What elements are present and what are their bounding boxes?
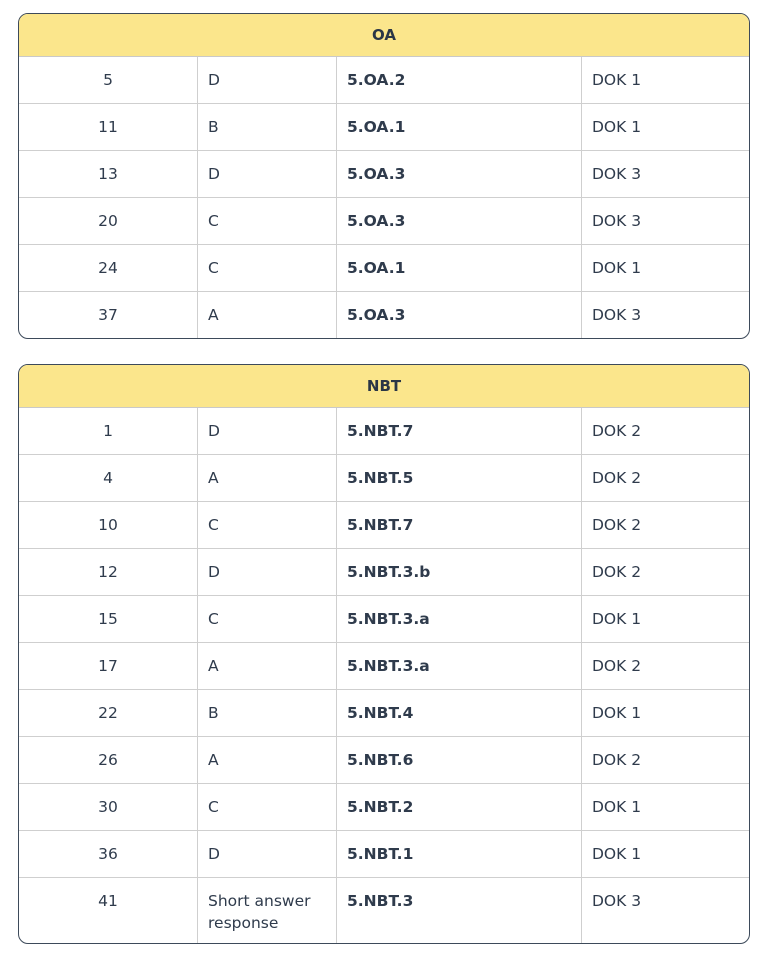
answer-cell: B [198,690,337,736]
item-number-cell: 22 [19,690,198,736]
item-number-cell: 20 [19,198,198,244]
oa-table [18,13,750,339]
dok-level-cell: DOK 2 [592,516,642,534]
item-number-cell: 37 [19,292,198,338]
nbt-table [18,364,750,944]
item-number-cell: 17 [19,643,198,689]
standard-cell: 5.OA.3 [337,292,582,338]
answer-cell: C [198,198,337,244]
table-row [19,831,749,878]
standard-cell: 5.OA.1 [337,245,582,291]
answer-cell: D [198,408,337,454]
item-number-cell: 11 [19,104,198,150]
dok-level-cell: DOK 1 [592,71,642,89]
table-row [19,57,749,104]
item-number-cell: 15 [19,596,198,642]
standard-cell: 5.NBT.6 [337,737,582,783]
answer-cell: D [198,549,337,595]
answer-cell: C [198,502,337,548]
answer-cell: C [198,784,337,830]
item-number-cell: 41 [19,878,198,943]
answer-cell: A [198,455,337,501]
standard-cell: 5.NBT.5 [337,455,582,501]
item-number-cell: 13 [19,151,198,197]
standard-cell: 5.NBT.3.a [337,643,582,689]
standard-cell: 5.NBT.1 [337,831,582,877]
dok-level-cell: DOK 3 [592,212,642,230]
dok-level-cell: DOK 1 [592,118,642,136]
standard-cell: 5.NBT.7 [337,502,582,548]
table-row [19,643,749,690]
standard-cell: 5.OA.3 [337,151,582,197]
item-number-cell: 4 [19,455,198,501]
table-row [19,549,749,596]
item-number-cell: 5 [19,57,198,103]
table-row [19,104,749,151]
dok-level-cell: DOK 2 [592,469,642,487]
table-row [19,292,749,338]
dok-level-cell: DOK 2 [592,563,642,581]
standard-cell: 5.OA.3 [337,198,582,244]
answer-cell: D [198,831,337,877]
answer-cell: Short answer response [198,878,337,943]
table-row [19,596,749,643]
standard-cell: 5.OA.1 [337,104,582,150]
item-number-cell: 30 [19,784,198,830]
item-number-cell: 26 [19,737,198,783]
standard-cell: 5.NBT.2 [337,784,582,830]
table-row [19,784,749,831]
table-row [19,151,749,198]
dok-level-cell: DOK 2 [592,751,642,769]
table-row [19,502,749,549]
table-row [19,737,749,784]
standard-cell: 5.NBT.3 [337,878,582,943]
answer-cell: A [198,737,337,783]
dok-level-cell: DOK 3 [592,892,642,910]
standard-cell: 5.NBT.3.a [337,596,582,642]
table-row [19,878,749,943]
table-row [19,690,749,737]
dok-level-cell: DOK 1 [592,704,642,722]
dok-level-cell: DOK 1 [592,845,642,863]
item-number-cell: 1 [19,408,198,454]
answer-cell: A [198,643,337,689]
item-number-cell: 24 [19,245,198,291]
dok-level-cell: DOK 3 [592,306,642,324]
table-row [19,408,749,455]
standard-cell: 5.NBT.7 [337,408,582,454]
answer-cell: D [198,151,337,197]
table-header: NBT [19,365,749,408]
dok-level-cell: DOK 1 [592,610,642,628]
item-number-cell: 36 [19,831,198,877]
dok-level-cell: DOK 1 [592,259,642,277]
dok-level-cell: DOK 2 [592,657,642,675]
standard-cell: 5.NBT.3.b [337,549,582,595]
dok-level-cell: DOK 1 [592,798,642,816]
answer-cell: A [198,292,337,338]
table-row [19,198,749,245]
table-header: OA [19,14,749,57]
answer-cell: C [198,596,337,642]
answer-cell: C [198,245,337,291]
table-row [19,455,749,502]
answer-cell: D [198,57,337,103]
answer-cell: B [198,104,337,150]
item-number-cell: 12 [19,549,198,595]
dok-level-cell: DOK 2 [592,422,642,440]
standard-cell: 5.NBT.4 [337,690,582,736]
item-number-cell: 10 [19,502,198,548]
dok-level-cell: DOK 3 [592,165,642,183]
table-row [19,245,749,292]
standard-cell: 5.OA.2 [337,57,582,103]
